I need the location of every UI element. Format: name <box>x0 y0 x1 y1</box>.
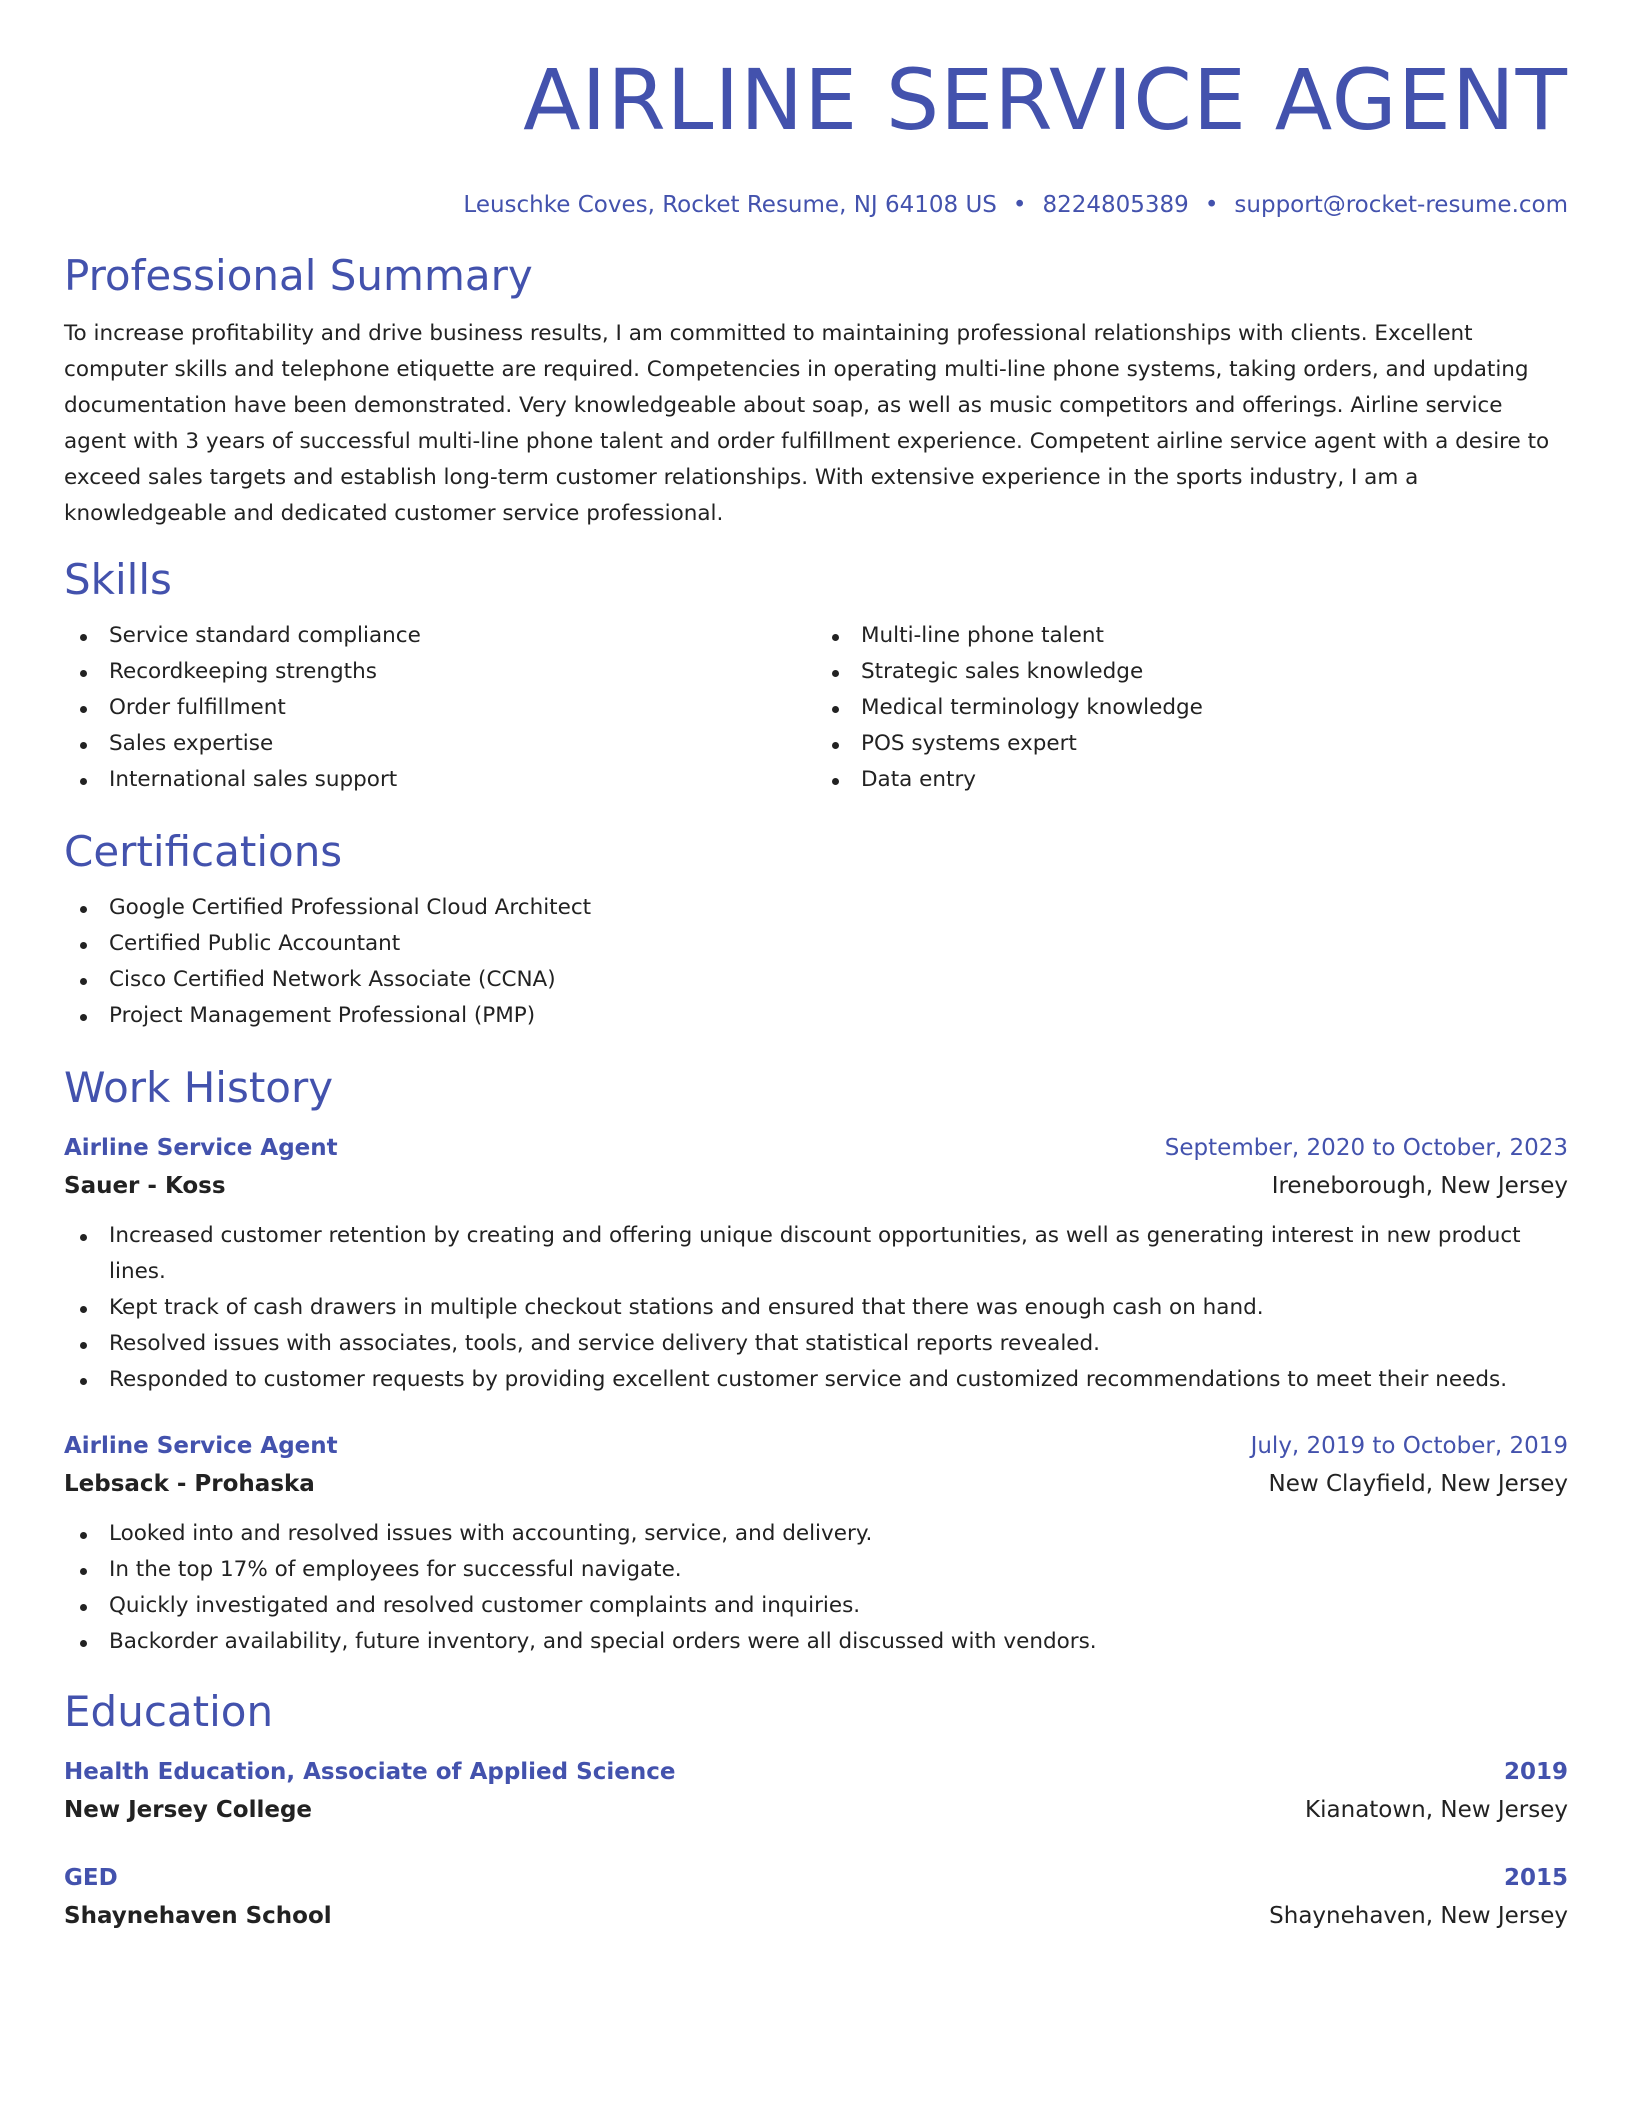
certification-item: Certified Public Accountant <box>64 926 1568 962</box>
job-company: Sauer - Koss <box>64 1173 226 1199</box>
education-org-row <box>64 1790 1568 1830</box>
contact-address: Leuschke Coves, Rocket Resume, NJ 64108 US <box>463 192 997 218</box>
education-school: New Jersey College <box>64 1797 313 1823</box>
skill-item: Strategic sales knowledge <box>816 654 1568 690</box>
education-entry <box>64 1754 1568 1830</box>
education-location: Shaynehaven, New Jersey <box>1269 1903 1568 1929</box>
job-entry <box>64 1428 1568 1660</box>
job-bullet: Backorder availability, future inventory, and special orders were all discussed with vendors. <box>64 1624 1568 1660</box>
education-heading: Education <box>64 1687 274 1736</box>
contact-line <box>64 190 1568 220</box>
certification-item: Google Certified Professional Cloud Architect <box>64 890 1568 926</box>
job-location: New Clayfield, New Jersey <box>1268 1471 1568 1497</box>
job-company: Lebsack - Prohaska <box>64 1471 315 1497</box>
skills-heading: Skills <box>64 555 172 604</box>
job-org-row <box>64 1166 1568 1206</box>
summary-section <box>64 250 1568 532</box>
contact-phone: 8224805389 <box>1042 192 1189 218</box>
job-bullet: Increased customer retention by creating and offering unique discount opportunities, as well as generating interest in new product lines. <box>64 1218 1568 1290</box>
summary-text: To increase profitability and drive business results, I am committed to maintaining professional relationships with clients. Excellent computer skills and telephone etiquette are required. Competencies in operating multi-line phone systems, taking orders, and updating documentation have been demonstrated. Very knowledgeable about soap, as well as music competitors and offerings. Airline service agent with 3 years of successful multi-line phone talent and order fulfillment experience. Competent airline service agent with a desire to exceed sales targets and establish long-term customer relationships. With extensive experience in the sports industry, I am a knowledgeable and dedicated customer service professional. <box>64 321 1550 526</box>
education-school: Shaynehaven School <box>64 1903 332 1929</box>
education-header-row <box>64 1754 1568 1790</box>
education-degree: GED <box>64 1865 118 1891</box>
skill-item: Order fulfillment <box>64 690 816 726</box>
job-bullet: Kept track of cash drawers in multiple checkout stations and ensured that there was enough cash on hand. <box>64 1290 1568 1326</box>
job-entry <box>64 1130 1568 1398</box>
job-title: Airline Service Agent <box>64 1135 338 1161</box>
education-degree: Health Education, Associate of Applied Science <box>64 1759 676 1785</box>
certification-item: Project Management Professional (PMP) <box>64 998 1568 1034</box>
contact-separator: • <box>1012 192 1027 218</box>
skill-item: Medical terminology knowledge <box>816 690 1568 726</box>
skills-list-left <box>64 618 816 798</box>
job-bullet: Resolved issues with associates, tools, and service delivery that statistical reports revealed. <box>64 1326 1568 1362</box>
work-history-heading: Work History <box>64 1063 334 1112</box>
education-year: 2015 <box>1503 1865 1568 1891</box>
skill-item: Sales expertise <box>64 726 816 762</box>
job-location: Ireneborough, New Jersey <box>1271 1173 1568 1199</box>
contact-separator: • <box>1204 192 1219 218</box>
job-header-row <box>64 1428 1568 1464</box>
skills-section <box>64 554 1568 798</box>
skill-item: Service standard compliance <box>64 618 816 654</box>
work-history-section <box>64 1062 1568 1660</box>
skill-item: International sales support <box>64 762 816 798</box>
skill-item: Data entry <box>816 762 1568 798</box>
job-dates: September, 2020 to October, 2023 <box>1164 1135 1568 1161</box>
skills-column-right <box>816 618 1568 798</box>
skill-item: POS systems expert <box>816 726 1568 762</box>
skills-column-left <box>64 618 816 798</box>
education-section <box>64 1686 1568 1936</box>
contact-email[interactable]: support@rocket-resume.com <box>1234 192 1568 218</box>
job-bullets <box>64 1218 1568 1398</box>
job-title: Airline Service Agent <box>64 1433 338 1459</box>
job-bullet: Looked into and resolved issues with accounting, service, and delivery. <box>64 1516 1568 1552</box>
skill-item: Recordkeeping strengths <box>64 654 816 690</box>
education-location: Kianatown, New Jersey <box>1305 1797 1568 1823</box>
job-bullets <box>64 1516 1568 1660</box>
education-entry <box>64 1860 1568 1936</box>
job-header-row <box>64 1130 1568 1166</box>
job-bullet: Quickly investigated and resolved customer complaints and inquiries. <box>64 1588 1568 1624</box>
job-bullet: Responded to customer requests by providing excellent customer service and customized recommendations to meet their needs. <box>64 1362 1568 1398</box>
education-header-row <box>64 1860 1568 1896</box>
skills-grid <box>64 618 1568 798</box>
skills-list-right <box>816 618 1568 798</box>
certification-item: Cisco Certified Network Associate (CCNA) <box>64 962 1568 998</box>
certifications-section <box>64 826 1568 1034</box>
job-dates: July, 2019 to October, 2019 <box>1250 1433 1568 1459</box>
skill-item: Multi-line phone talent <box>816 618 1568 654</box>
job-bullet: In the top 17% of employees for successful navigate. <box>64 1552 1568 1588</box>
resume-title: AIRLINE SERVICE AGENT <box>523 51 1568 149</box>
education-year: 2019 <box>1503 1759 1568 1785</box>
education-org-row <box>64 1896 1568 1936</box>
summary-heading: Professional Summary <box>64 251 533 300</box>
certifications-list <box>64 890 1568 1034</box>
certifications-heading: Certifications <box>64 827 343 876</box>
job-org-row <box>64 1464 1568 1504</box>
